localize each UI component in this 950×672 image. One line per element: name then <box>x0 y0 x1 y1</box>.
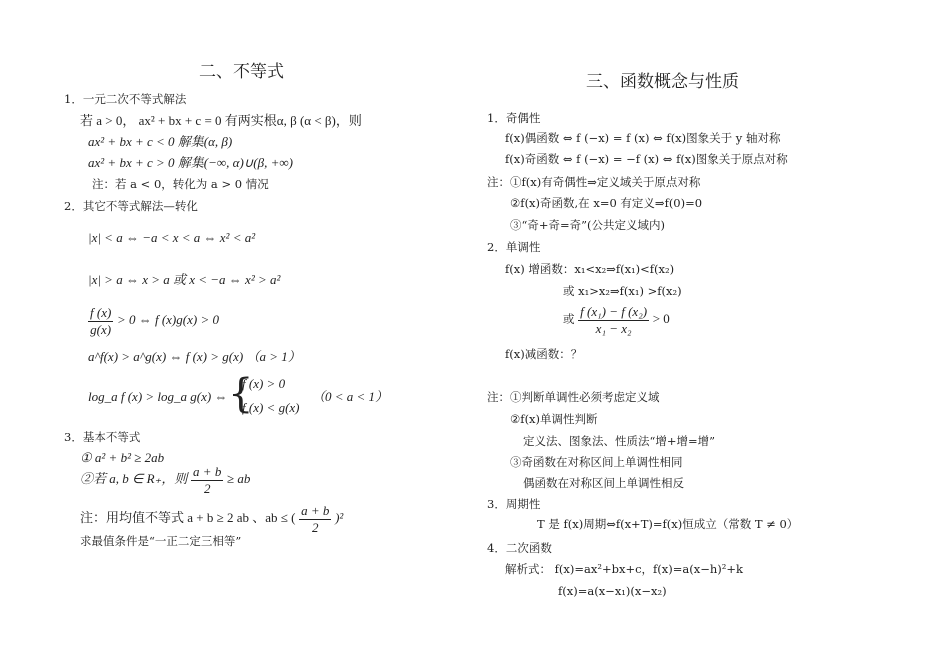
odd-function-rule: f(x)奇函数 ⇔ f (−x) = −f (x) ⇔ f(x)图象关于原点对称 <box>505 152 788 166</box>
parity-note-3: ③“奇+奇=奇”(公共定义域内) <box>510 218 666 232</box>
exponential-rule: a^f(x) > a^g(x) ⇔ f (x) > g(x) （a > 1） <box>88 349 301 364</box>
basic-inequality-2 <box>80 464 250 496</box>
fraction-rule <box>88 305 219 337</box>
inequality-heading-3: 3．基本不等式 <box>64 430 141 444</box>
fraction-numerator: f (x) <box>90 305 112 320</box>
quadratic-forms-2: f(x)=a(x−x₁)(x−x₂) <box>558 584 667 598</box>
function-heading-4: 4．二次函数 <box>487 541 552 555</box>
inequality-heading-1: 1．一元二次不等式解法 <box>64 92 187 106</box>
left-section-title: 二、不等式 <box>199 62 284 82</box>
mean-note-numerator: a + b <box>301 503 330 518</box>
mean-note-prefix: 注：用均值不等式 a + b ≥ 2 ab 、ab ≤ ( <box>80 510 296 526</box>
function-heading-2: 2．单调性 <box>487 240 541 254</box>
log-case-2: f (x) < g(x) <box>242 400 300 415</box>
parity-note-1: 注：①f(x)有奇偶性⇒定义域关于原点对称 <box>487 175 701 189</box>
difference-numerator: f (x₁) − f (x₂) <box>580 304 648 319</box>
fraction-fx-gx <box>88 305 113 337</box>
abs-greater-rule: |x| > a ⇔ x > a 或 x < −a ⇔ x² > a² <box>88 272 281 287</box>
function-heading-1: 1．奇偶性 <box>487 111 541 125</box>
parity-note-2: ②f(x)奇函数,在 x=0 有定义⇒f(0)=0 <box>510 196 703 210</box>
increasing-alt-2 <box>563 304 670 336</box>
difference-quotient <box>578 304 649 336</box>
increasing-alt-1: 或 x₁>x₂⇒f(x₁) >f(x₂) <box>563 284 682 298</box>
periodicity-rule: T 是 f(x)周期⇔f(x+T)=f(x)恒成立（常数 T ≠ 0） <box>537 517 799 531</box>
basic-inequality-1: ① a² + b² ≥ 2ab <box>80 450 165 465</box>
brace-symbol: { <box>228 371 254 417</box>
quadratic-note: 注：若 a < 0，转化为 a > 0 情况 <box>92 177 269 191</box>
log-rule-left: log_a f (x) > log_a g(x) ⇔ <box>88 389 228 404</box>
mean-inequality-note <box>80 503 343 535</box>
monotonic-note-2: ②f(x)单调性判断 <box>510 412 598 426</box>
fraction-rule-rest: > 0 ⇔ f (x)g(x) > 0 <box>116 312 219 328</box>
mean-note-suffix: )² <box>335 510 344 526</box>
extreme-value-condition: 求最值条件是“一正二定三相等” <box>80 534 242 548</box>
solution-set-greater: ax² + bx + c > 0 解集(−∞, α)∪(β, +∞) <box>88 155 293 170</box>
right-section-title: 三、函数概念与性质 <box>586 72 739 92</box>
function-heading-3: 3．周期性 <box>487 497 541 511</box>
log-case-1: f (x) > 0 <box>242 376 286 391</box>
log-condition: （0 < a < 1） <box>312 389 389 404</box>
quadratic-forms-1: 解析式： f(x)=ax²+bx+c，f(x)=a(x−h)²+k <box>505 562 743 576</box>
decreasing-definition: f(x)减函数：？ <box>505 347 583 361</box>
mean-denominator: 2 <box>203 480 211 496</box>
monotonic-note-3: 定义法、图象法、性质法“增+增=增” <box>523 434 716 448</box>
fraction-denominator: g(x) <box>90 321 112 337</box>
basic-inequality-2-prefix: ②若 a, b ∈ R₊，则 <box>80 471 188 487</box>
monotonic-note-5: 偶函数在对称区间上单调性相反 <box>523 476 684 490</box>
inequality-heading-2: 2．其它不等式解法—转化 <box>64 199 198 213</box>
even-function-rule: f(x)偶函数 ⇔ f (−x) = f (x) ⇔ f(x)图象关于 y 轴对称 <box>505 131 781 145</box>
difference-denominator: x₁ − x₂ <box>595 320 632 336</box>
monotonic-note-4: ③奇函数在对称区间上单调性相同 <box>510 455 683 469</box>
mean-numerator: a + b <box>193 464 222 479</box>
mean-fraction <box>191 464 223 496</box>
increasing-definition: f(x) 增函数：x₁<x₂⇒f(x₁)<f(x₂) <box>505 262 675 276</box>
basic-inequality-2-suffix: ≥ ab <box>226 471 251 487</box>
mean-note-fraction <box>299 503 331 535</box>
quadratic-roots-line: 若 a > 0， ax² + bx + c = 0 有两实根α, β (α < β)，则 <box>80 113 362 128</box>
mean-note-denominator: 2 <box>312 519 319 535</box>
solution-set-less: ax² + bx + c < 0 解集(α, β) <box>88 134 233 149</box>
monotonic-note-1: 注：①判断单调性必须考虑定义域 <box>487 390 660 404</box>
difference-gt-zero: > 0 <box>652 311 670 327</box>
abs-less-rule: |x| < a ⇔ −a < x < a ⇔ x² < a² <box>88 230 256 245</box>
log-rule-cases <box>228 371 300 418</box>
increasing-alt-2-or: 或 <box>563 312 575 327</box>
